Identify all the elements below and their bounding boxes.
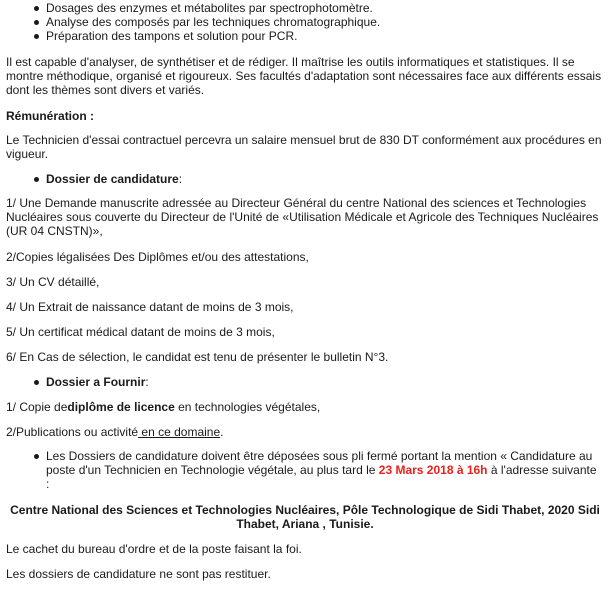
candidature-item-4: 4/ Un Extrait de naissance datant de moins de 3 mois, (6, 300, 294, 314)
list-item (30, 449, 600, 491)
heading-colon: : (178, 172, 183, 186)
deposit-note-suffix: à l'adresse suivante : (46, 463, 597, 491)
list-item: Préparation des tampons et solution pour PCR. (30, 29, 600, 43)
item-suffix: en technologies végétales, (174, 400, 321, 414)
diploma-requirement: diplôme de licence (67, 400, 175, 414)
item-suffix: . (220, 425, 224, 439)
address-block: Centre National des Sciences et Technologies Nucléaires, Pôle Technologique de Sidi Thabet, 2020 Sidi Thabet, Ariana , Tunisie. (10, 503, 600, 531)
item-prefix: 2/Publications ou activité (6, 425, 139, 439)
remuneration-text: Le Technicien d'essai contractuel percevra un salaire mensuel brut de 830 DT conformément aux procédures en vigueur. (6, 133, 602, 161)
domain-link[interactable]: en ce domaine (138, 425, 221, 439)
deposit-note-bullet (30, 449, 600, 491)
dossier-candidature-heading: Dossier de candidature (46, 172, 179, 186)
dossier-candidature-bullet (30, 172, 600, 186)
candidature-item-2: 2/Copies légalisées Des Diplômes et/ou des attestations, (6, 250, 309, 264)
top-task-list (30, 1, 600, 43)
list-item (30, 172, 600, 186)
profile-paragraph: Il est capable d'analyser, de synthétiser et de rédiger. Il maîtrise les outils informatiques et statistiques. Il se montre méthodique, organisé et rigoureux. Ses facultés d'adaptation sont nécessaires face aux différents essais dont les thèmes sont divers et variés. (6, 55, 602, 97)
list-item: Analyse des composés par les techniques chromatographique. (30, 15, 600, 29)
candidature-item-3: 3/ Un CV détaillé, (6, 275, 100, 289)
candidature-item-1: 1/ Une Demande manuscrite adressée au Directeur Général du centre National des sciences et Technologies Nucléaires sous couverte du Directeur de l'Unité de «Utilisation Médicale et Agricole des Techniques Nucléaires (UR 04 CNSTN)», (6, 196, 599, 238)
candidature-item-5: 5/ Un certificat médical datant de moins de 3 mois, (6, 325, 275, 339)
candidature-item-6: 6/ En Cas de sélection, le candidat est tenu de présenter le bulletin N°3. (6, 350, 389, 364)
closing-line-1: Le cachet du bureau d'ordre et de la poste faisant la foi. (6, 542, 302, 556)
fournir-item-1 (6, 400, 604, 414)
dossier-fournir-bullet (30, 375, 600, 389)
deposit-note-text: Les Dossiers de candidature doivent être déposées sous pli fermé portant la mention « Candidature au poste d'un Technicien en Technologie végétale, au plus tard le (46, 449, 593, 477)
dossier-fournir-heading: Dossier a Fournir (46, 375, 146, 389)
item-prefix: 1/ Copie de (6, 400, 68, 414)
heading-colon: : (145, 375, 149, 389)
list-item: Dosages des enzymes et métabolites par spectrophotomètre. (30, 1, 600, 15)
closing-line-2: Les dossiers de candidature ne sont pas restituer. (6, 567, 271, 581)
deadline-date: 23 Mars 2018 à 16h (378, 463, 488, 477)
list-item (30, 375, 600, 389)
remuneration-heading: Rémunération : (6, 109, 95, 123)
fournir-item-2 (6, 425, 604, 439)
